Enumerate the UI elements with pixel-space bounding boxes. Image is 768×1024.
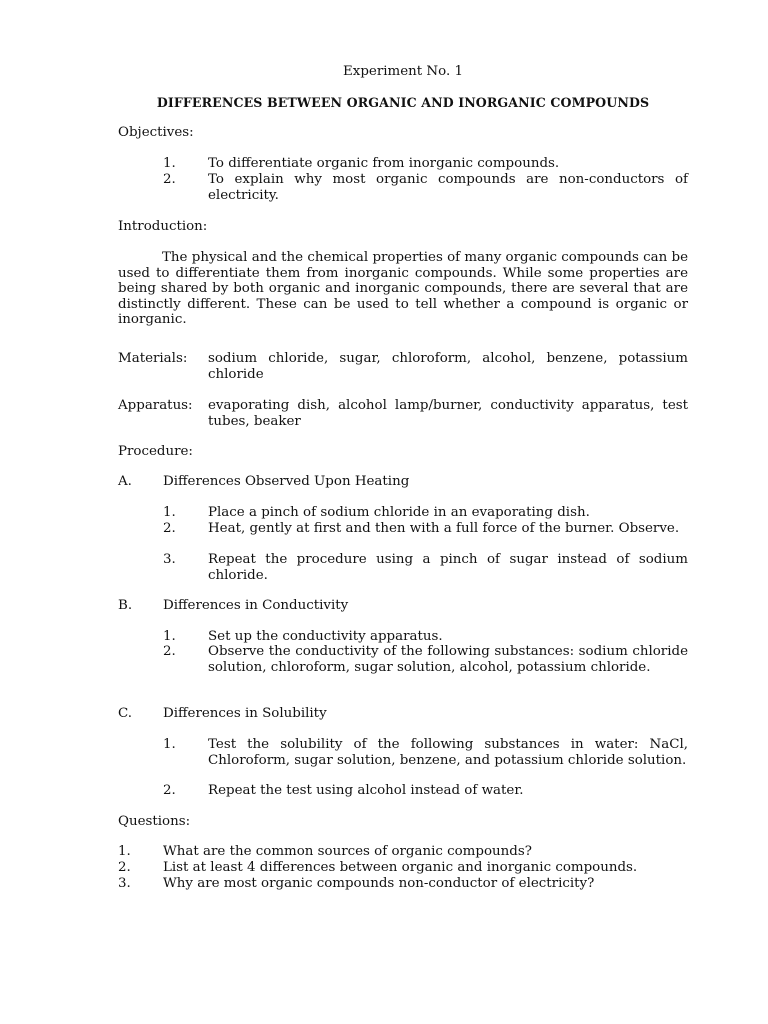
list-item-number: 1. [163, 629, 176, 644]
list-item-number: 2. [163, 644, 176, 659]
list-item-number: 2. [163, 521, 176, 536]
list-item-number: 2. [163, 172, 176, 187]
list-item-number: 1. [163, 505, 176, 520]
list-item-text: Repeat the procedure using a pinch of sugar instead of sodium chloride. [208, 552, 688, 583]
list-item-number: 3. [118, 876, 131, 891]
list-item-text: To differentiate organic from inorganic compounds. [208, 156, 560, 171]
introduction-heading: Introduction: [118, 219, 208, 234]
list-item-text: List at least 4 differences between organic and inorganic compounds. [163, 860, 638, 875]
procedure-heading: Procedure: [118, 444, 193, 459]
document-title: DIFFERENCES BETWEEN ORGANIC AND INORGANIC COMPOUNDS [156, 95, 650, 110]
list-item-number: 1. [163, 156, 176, 171]
list-item-number: 2. [163, 783, 176, 798]
list-item-number: 1. [163, 737, 176, 752]
section-title: Differences in Conductivity [163, 598, 349, 613]
list-item-text: Heat, gently at first and then with a full force of the burner. Observe. [208, 521, 680, 536]
list-item-text: Set up the conductivity apparatus. [208, 629, 443, 644]
section-letter: A. [118, 474, 132, 489]
materials-value: sodium chloride, sugar, chloroform, alcohol, benzene, potassium chloride [208, 351, 688, 382]
questions-heading: Questions: [118, 814, 191, 829]
section-title: Differences in Solubility [163, 706, 327, 721]
list-item-text: What are the common sources of organic compounds? [163, 844, 532, 859]
list-item-text: Place a pinch of sodium chloride in an evaporating dish. [208, 505, 590, 520]
list-item-number: 2. [118, 860, 131, 875]
list-item-text: Repeat the test using alcohol instead of water. [208, 783, 524, 798]
introduction-paragraph: The physical and the chemical properties of many organic compounds can be used to differentiate them from inorganic compounds. While some properties are being shared by both organic and inorganic compounds, there are several that are distinctly different. These can be used to tell whether a compound is organic or inorganic. [118, 250, 688, 327]
list-item-text: To explain why most organic compounds are non-conductors of electricity. [208, 172, 688, 203]
section-title: Differences Observed Upon Heating [163, 474, 410, 489]
list-item-number: 3. [163, 552, 176, 567]
list-item-text: Why are most organic compounds non-conductor of electricity? [163, 876, 595, 891]
section-letter: C. [118, 706, 133, 721]
experiment-number: Experiment No. 1 [343, 64, 463, 79]
objectives-heading: Objectives: [118, 125, 194, 140]
apparatus-label: Apparatus: [118, 398, 193, 413]
list-item-text: Observe the conductivity of the following substances: sodium chloride solution, chloroform, sugar solution, alcohol, potassium chloride. [208, 644, 688, 675]
materials-label: Materials: [118, 351, 188, 366]
list-item-number: 1. [118, 844, 131, 859]
list-item-text: Test the solubility of the following substances in water: NaCl, Chloroform, sugar solution, benzene, and potassium chloride solution. [208, 737, 688, 768]
section-letter: B. [118, 598, 133, 613]
apparatus-value: evaporating dish, alcohol lamp/burner, conductivity apparatus, test tubes, beaker [208, 398, 688, 429]
